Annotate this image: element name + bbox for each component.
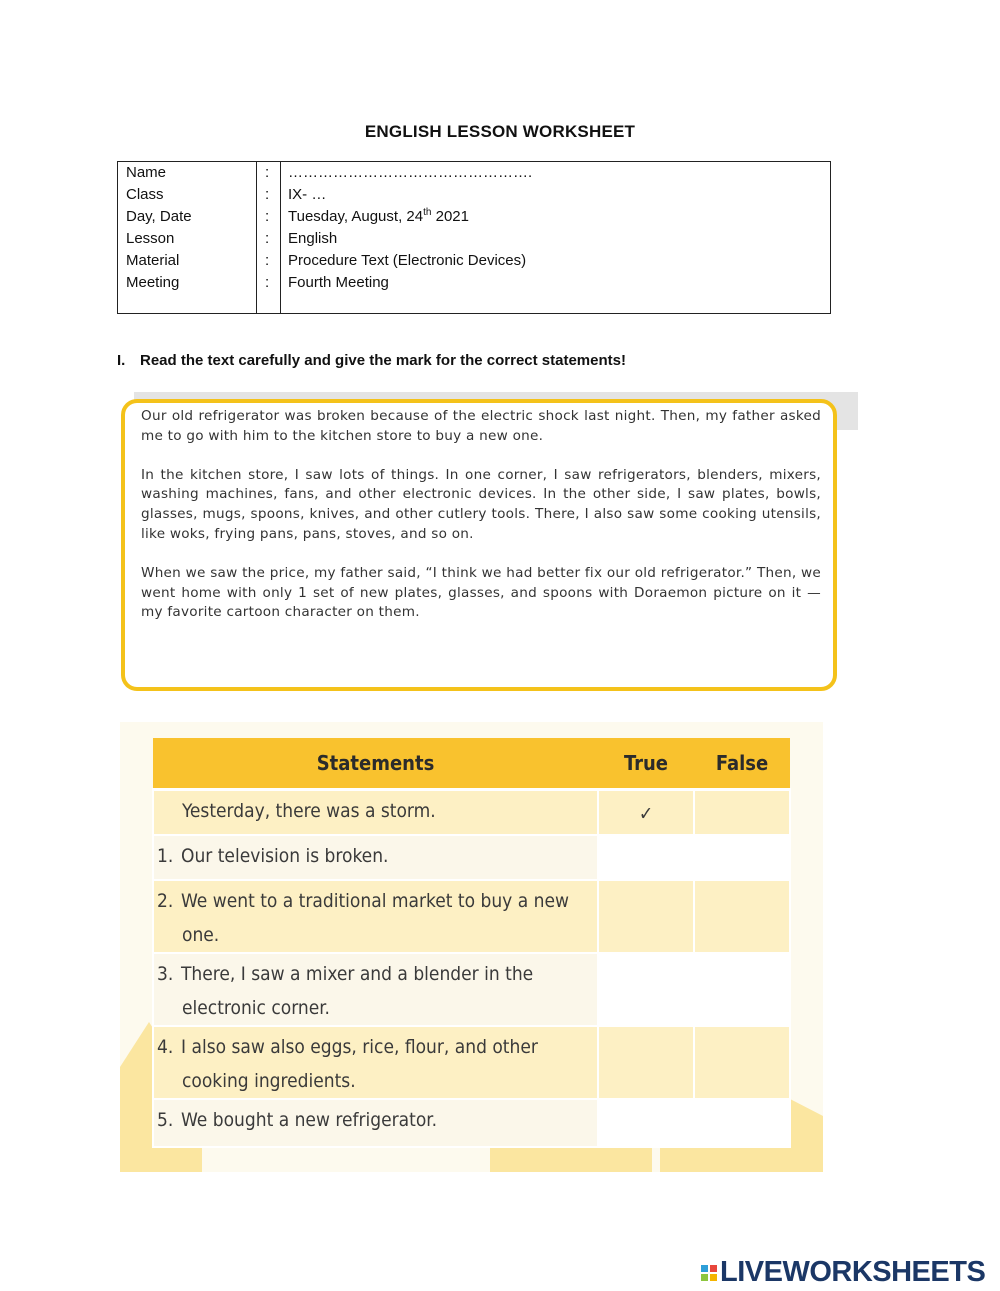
info-row-name — [118, 162, 830, 184]
student-info-table — [117, 161, 831, 314]
logo-square — [710, 1274, 717, 1281]
logo-icon — [700, 1264, 720, 1282]
info-colon: : — [265, 252, 270, 269]
true-answer-cell[interactable] — [598, 1099, 694, 1147]
statements-header: Statements — [153, 738, 598, 790]
info-label: Class — [126, 186, 164, 203]
table-row — [153, 835, 790, 880]
info-row-meeting — [118, 272, 830, 294]
reading-paragraph: When we saw the price, my father said, “I think we had better fix our old refrigerator.” Then, we went home with only 1 set of new plates, glasses, and spoons with Doraemon picture on it — my favorite cartoon character on them. — [141, 564, 821, 621]
statement-text: 1. Our television is broken. — [153, 835, 598, 880]
info-row-lesson — [118, 228, 830, 250]
table-row — [153, 880, 790, 953]
false-answer-cell[interactable] — [694, 1026, 790, 1099]
false-answer-cell[interactable] — [694, 1099, 790, 1147]
logo-square — [701, 1274, 708, 1281]
table-row — [153, 1099, 790, 1147]
instruction-number: I. — [117, 352, 126, 369]
instruction-text: Read the text carefully and give the mark for the correct statements! — [140, 352, 626, 369]
true-answer-cell[interactable] — [598, 880, 694, 953]
false-header: False — [694, 738, 790, 790]
false-answer-cell[interactable] — [694, 953, 790, 1026]
statement-text: 5. We bought a new refrigerator. — [153, 1099, 598, 1147]
false-answer-cell[interactable] — [694, 835, 790, 880]
info-row-material — [118, 250, 830, 272]
date-value: Tuesday, August, 24th 2021 — [288, 207, 469, 225]
instruction — [117, 352, 626, 369]
table-header-row — [153, 738, 790, 790]
info-label: Meeting — [126, 274, 180, 291]
info-label: Day, Date — [126, 208, 192, 225]
true-false-table — [152, 738, 791, 1148]
info-colon: : — [265, 230, 270, 247]
example-statement: Yesterday, there was a storm. — [153, 790, 598, 835]
name-field[interactable]: …………………………………………. — [288, 164, 533, 181]
info-label: Lesson — [126, 230, 175, 247]
true-answer-cell[interactable] — [598, 835, 694, 880]
info-label: Name — [126, 164, 167, 181]
reading-paragraph: In the kitchen store, I saw lots of things. In one corner, I saw refrigerators, blenders, mixers, washing machines, fans, and other electronic devices. In the other side, I saw plates, bowls, glasses, mugs, spoons, knives, and other cutlery tools. There, I also saw some cooking utensils, like woks, frying pans, pans, stoves, and so on. — [141, 466, 821, 542]
info-colon: : — [265, 186, 270, 203]
info-colon: : — [265, 164, 270, 181]
material-value: Procedure Text (Electronic Devices) — [288, 252, 527, 269]
statement-text: 2. We went to a traditional market to buy a new one. — [153, 880, 598, 953]
false-answer-cell[interactable] — [694, 880, 790, 953]
example-row — [153, 790, 790, 835]
table-row — [153, 1026, 790, 1099]
logo-text: LIVEWORKSHEETS — [720, 1256, 986, 1288]
liveworksheets-logo[interactable] — [700, 1256, 985, 1289]
info-label: Material — [126, 252, 180, 269]
info-colon: : — [265, 208, 270, 225]
info-colon: : — [265, 274, 270, 291]
reading-text-box — [121, 399, 837, 691]
class-field[interactable]: IX- … — [288, 186, 327, 203]
info-row-class — [118, 184, 830, 206]
lesson-value: English — [288, 230, 338, 247]
true-header: True — [598, 738, 694, 790]
statement-text: 4. I also saw also eggs, rice, flour, and other cooking ingredients. — [153, 1026, 598, 1099]
example-false-cell — [694, 790, 790, 835]
reading-paragraph: Our old refrigerator was broken because of the electric shock last night. Then, my father asked me to go with him to the kitchen store to buy a new one. — [141, 408, 821, 444]
logo-square — [710, 1265, 717, 1272]
logo-square — [701, 1265, 708, 1272]
meeting-value: Fourth Meeting — [288, 274, 389, 291]
example-true-check: ✓ — [598, 790, 694, 835]
statement-text: 3. There, I saw a mixer and a blender in the electronic corner. — [153, 953, 598, 1026]
table-row — [153, 953, 790, 1026]
info-row-date — [118, 206, 830, 228]
true-answer-cell[interactable] — [598, 1026, 694, 1099]
worksheet-title: ENGLISH LESSON WORKSHEET — [364, 122, 636, 141]
true-answer-cell[interactable] — [598, 953, 694, 1026]
